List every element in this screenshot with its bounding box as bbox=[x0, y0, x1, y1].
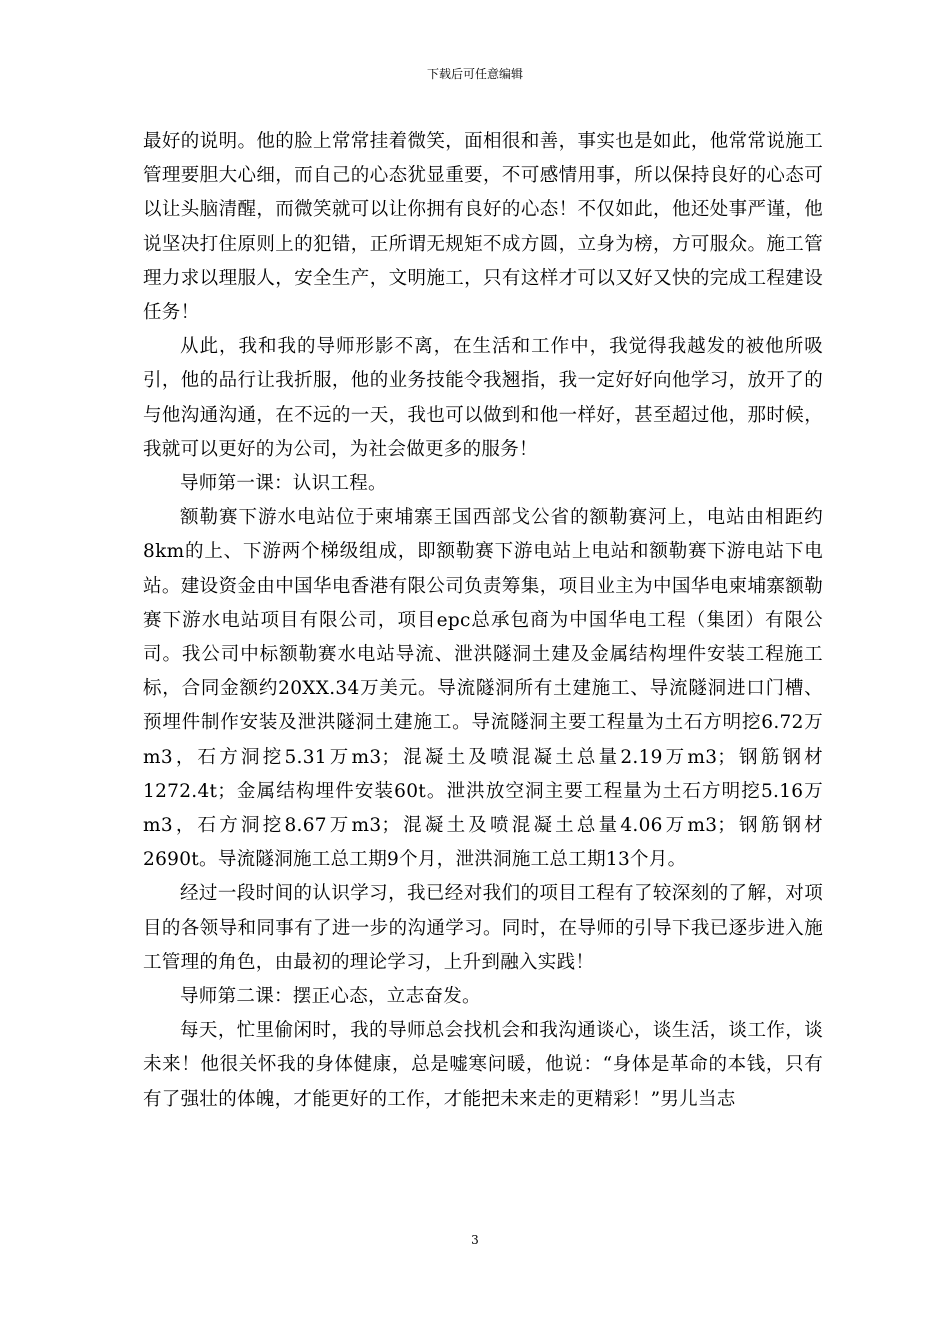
section-heading-lesson-two: 导师第二课：摆正心态，立志奋发。 bbox=[180, 986, 481, 1008]
paragraph-daily-talks: 每天，忙里偷闲时，我的导师总会找机会和我沟通谈心，谈生活，谈工作，谈未来！他很关怀我的身体健康，总是嘘寒问暖，他说：“身体是革命的本钱，只有有了强壮的体魄，才能更好的工作，才能把未来走的更精彩！”男儿当志 bbox=[143, 1020, 823, 1110]
paragraph-mentor-relationship: 从此，我和我的导师形影不离，在生活和工作中，我觉得我越发的被他所吸引，他的品行让我折服，他的业务技能令我翘指，我一定好好向他学习，放开了的与他沟通沟通，在不远的一天，我也可以做到和他一样好，甚至超过他，那时候，我就可以更好的为公司，为社会做更多的服务！ bbox=[143, 336, 823, 460]
document-body bbox=[143, 125, 823, 1117]
page-header: 下载后可任意编辑 bbox=[426, 67, 523, 81]
paragraph-continuation: 最好的说明。他的脸上常常挂着微笑，面相很和善，事实也是如此，他常常说施工管理要胆大心细，而自己的心态犹显重要，不可感情用事，所以保持良好的心态可以让头脑清醒，而微笑就可以让你拥有良好的心态！不仅如此，他还处事严谨，他说坚决打住原则上的犯错，正所谓无规矩不成方圆，立身为榜，方可服众。施工管理力求以理服人，安全生产，文明施工，只有这样才可以又好又快的完成工程建设任务！ bbox=[143, 131, 823, 324]
page-number: 3 bbox=[471, 1233, 479, 1247]
paragraph-project-overview: 额勒赛下游水电站位于柬埔寨王国西部戈公省的额勒赛河上，电站由相距约8km的上、下游两个梯级组成，即额勒赛下游电站上电站和额勒赛下游电站下电站。建设资金由中国华电香港有限公司负责筹集，项目业主为中国华电柬埔寨额勒赛下游水电站项目有限公司，项目epc总承包商为中国华电工程（集团）有限公司。我公司中标额勒赛水电站导流、泄洪隧洞土建及金属结构埋件安装工程施工标，合同金额约20XX.34万美元。导流隧洞所有土建施工、导流隧洞进口门槽、预埋件制作安装及泄洪隧洞土建施工。导流隧洞主要工程量为土石方明挖6.72万m3，石方洞挖5.31万m3；混凝土及喷混凝土总量2.19万m3；钢筋钢材1272.4t；金属结构埋件安装60t。泄洪放空洞主要工程量为土石方明挖5.16万m3，石方洞挖8.67万m3；混凝土及喷混凝土总量4.06万m3；钢筋钢材2690t。导流隧洞施工总工期9个月，泄洪洞施工总工期13个月。 bbox=[143, 507, 823, 871]
paragraph-learning-progress: 经过一段时间的认识学习，我已经对我们的项目工程有了较深刻的了解，对项目的各领导和同事有了进一步的沟通学习。同时，在导师的引导下我已逐步进入施工管理的角色，由最初的理论学习，上升到融入实践！ bbox=[143, 883, 823, 973]
section-heading-lesson-one: 导师第一课：认识工程。 bbox=[180, 473, 387, 495]
